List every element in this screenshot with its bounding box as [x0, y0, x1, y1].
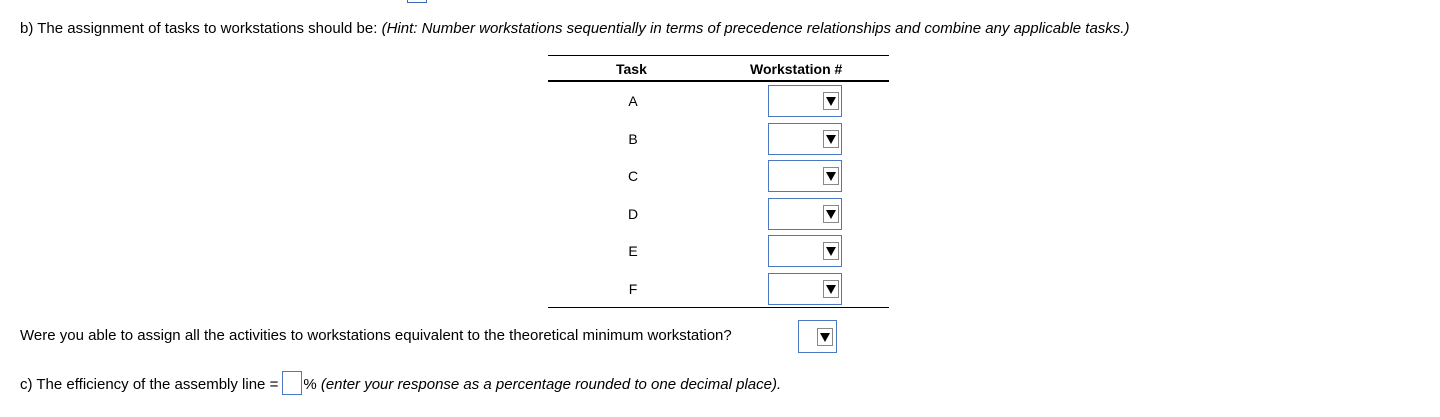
task-label: C	[628, 168, 639, 184]
task-label: B	[628, 130, 638, 147]
task-label: E	[628, 243, 638, 259]
workstation-select-c[interactable]	[768, 160, 842, 192]
part-b-instruction	[20, 20, 1129, 37]
triangle-down-icon	[823, 242, 839, 260]
efficiency-input[interactable]	[282, 371, 302, 395]
triangle-down-icon	[823, 92, 839, 110]
part-c-prefix: c) The efficiency of the assembly line =	[20, 375, 279, 393]
part-c-hint: (enter your response as a percentage rounded to one decimal place).	[320, 375, 782, 393]
column-header-workstation: Workstation #	[750, 61, 843, 77]
theoretical-minimum-question: Were you able to assign all the activities to workstations equivalent to the theoretical minimum workstation?	[20, 327, 732, 344]
task-label: F	[628, 280, 638, 297]
theoretical-minimum-select[interactable]	[798, 320, 837, 353]
table-header	[548, 56, 889, 82]
table-row	[548, 232, 889, 270]
table-row	[548, 82, 889, 120]
workstation-select-a[interactable]	[768, 85, 842, 117]
task-label: A	[628, 93, 638, 109]
triangle-down-icon	[823, 130, 839, 148]
percent-symbol: %	[303, 375, 317, 393]
triangle-down-icon	[823, 167, 839, 185]
table-row	[548, 195, 889, 233]
part-c-efficiency	[20, 375, 781, 395]
task-assignment-table	[548, 55, 889, 308]
workstation-select-b[interactable]	[768, 123, 842, 155]
column-header-task: Task	[616, 61, 647, 77]
workstation-select-e[interactable]	[768, 235, 842, 267]
triangle-down-icon	[823, 205, 839, 223]
table-row	[548, 157, 889, 195]
table-row	[548, 120, 889, 158]
part-b-prefix: b) The assignment of tasks to workstations should be:	[20, 20, 378, 37]
task-label: D	[628, 205, 639, 222]
triangle-down-icon	[823, 280, 839, 298]
table-row	[548, 270, 889, 308]
workstation-select-d[interactable]	[768, 198, 842, 230]
previous-input-edge	[407, 0, 427, 3]
part-b-hint: (Hint: Number workstations sequentially in terms of precedence relationships and combine any applicable tasks.)	[381, 20, 1130, 37]
workstation-select-f[interactable]	[768, 273, 842, 305]
triangle-down-icon	[817, 328, 833, 346]
